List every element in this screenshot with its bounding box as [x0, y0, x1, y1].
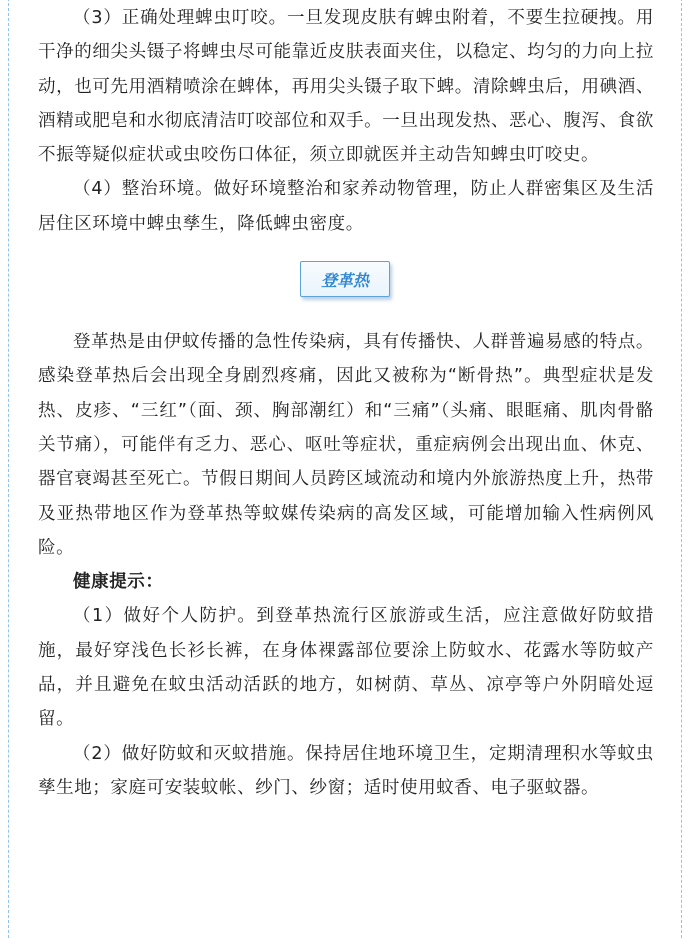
- health-tips-label: 健康提示：: [73, 572, 164, 593]
- tick-bite-section: [38, 1, 654, 241]
- section-heading-box: [300, 261, 390, 297]
- section-heading: 登革热: [320, 270, 369, 290]
- article-content: [38, 1, 654, 805]
- dengue-section: [38, 325, 654, 805]
- tick-tip-4: （4）整治环境。做好环境整治和家养动物管理，防止人群密集区及生活居住区环境中蜱虫孳生，降低蜱虫密度。: [38, 179, 654, 234]
- dengue-intro: 登革热是由伊蚊传播的急性传染病，具有传播快、人群普遍易感的特点。感染登革热后会出现全身剧烈疼痛，因此又被称为“断骨热”。典型症状是发热、皮疹、“三红”（面、颈、胸部潮红）和“三痛”（头痛、眼眶痛、肌肉骨骼关节痛），可能伴有乏力、恶心、呕吐等症状，重症病例会出现出血、休克、器官衰竭甚至死亡。节假日期间人员跨区域流动和境内外旅游热度上升，热带及亚热带地区作为登革热等蚊媒传染病的高发区域，可能增加输入性病例风险。: [38, 332, 654, 558]
- dengue-tip-2: （2）做好防蚊和灭蚊措施。保持居住地环境卫生，定期清理积水等蚊虫孳生地；家庭可安装蚊帐、纱门、纱窗；适时使用蚊香、电子驱蚊器。: [38, 743, 654, 798]
- dengue-heading-wrap: [38, 255, 654, 305]
- tick-tip-3: （3）正确处理蜱虫叮咬。一旦发现皮肤有蜱虫附着，不要生拉硬拽。用干净的细尖头镊子将蜱虫尽可能靠近皮肤表面夹住，以稳定、均匀的力向上拉动，也可先用酒精喷涂在蜱体，再用尖头镊子取下蜱。清除蜱虫后，用碘酒、酒精或肥皂和水彻底清洁叮咬部位和双手。一旦出现发热、恶心、腹泻、食欲不振等疑似症状或虫咬伤口体征，须立即就医并主动告知蜱虫叮咬史。: [38, 8, 654, 166]
- dengue-tip-1: （1）做好个人防护。到登革热流行区旅游或生活，应注意做好防蚊措施，最好穿浅色长衫长裤，在身体裸露部位要涂上防蚊水、花露水等防蚊产品，并且避免在蚊虫活动活跃的地方，如树荫、草丛、凉亭等户外阴暗处逗留。: [38, 606, 654, 730]
